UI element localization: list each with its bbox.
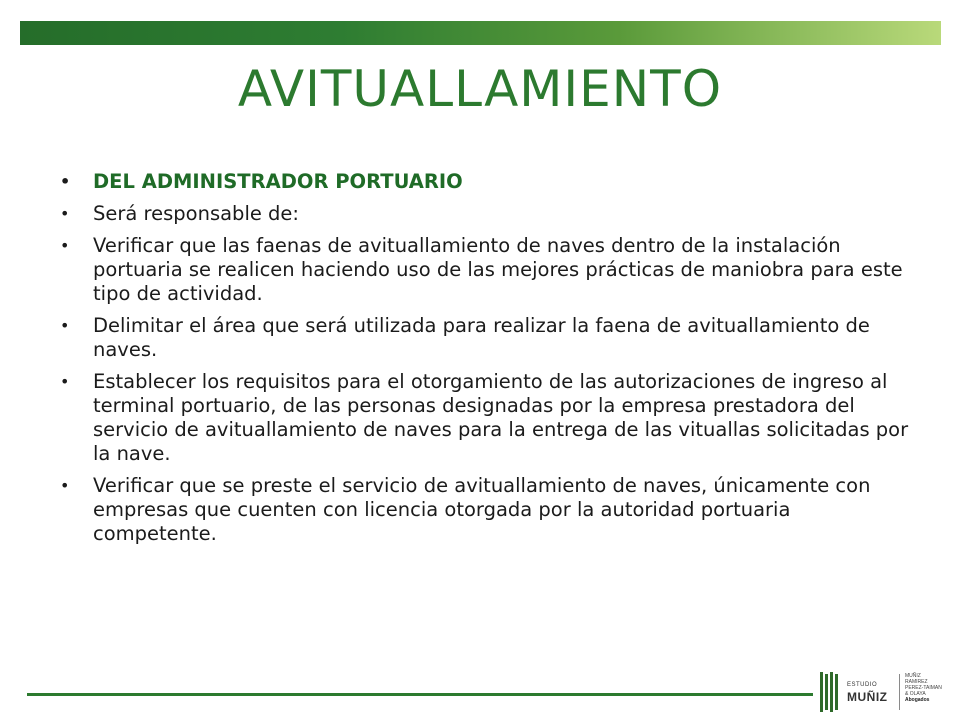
firm-logo xyxy=(820,668,950,716)
bullet-dot-icon: • xyxy=(60,204,70,223)
top-gradient-bar xyxy=(20,21,941,45)
logo-firm-line: PEREZ-TAIMAN xyxy=(905,685,942,691)
bullet-item xyxy=(60,370,920,466)
logo-separator xyxy=(899,674,900,710)
bullet-dot-icon: • xyxy=(60,316,70,335)
bullet-dot-icon: • xyxy=(60,476,70,495)
bullet-text: Verificar que se preste el servicio de avituallamiento de naves, únicamente con empresas que cuenten con licencia otorgada por la autoridad portuaria competente. xyxy=(93,474,871,545)
bottom-divider-line xyxy=(27,693,813,696)
logo-firm-line: MUÑIZ xyxy=(905,673,921,679)
bullet-text: Será responsable de: xyxy=(93,202,299,225)
bullet-item xyxy=(60,202,920,226)
bullet-dot-icon: • xyxy=(60,372,70,391)
bullet-dot-icon: • xyxy=(60,172,71,191)
bullet-text: Verificar que las faenas de avituallamiento de naves dentro de la instalación portuaria se realicen haciendo uso de las mejores prácticas de maniobra para este tipo de actividad. xyxy=(93,234,903,305)
logo-firm-names xyxy=(905,673,942,703)
logo-mark-icon xyxy=(820,672,838,712)
bullet-item xyxy=(60,314,920,362)
bullet-text: Establecer los requisitos para el otorgamiento de las autorizaciones de ingreso al terminal portuario, de las personas designadas por la empresa prestadora del servicio de avituallamiento de naves para la entrega de las vituallas solicitadas por la nave. xyxy=(93,370,909,465)
logo-firm-line: RAMIREZ xyxy=(905,679,928,685)
logo-muniz-text: MUÑIZ xyxy=(847,690,888,704)
bullet-text: DEL ADMINISTRADOR PORTUARIO xyxy=(93,170,463,193)
bullet-list xyxy=(60,170,920,554)
bullet-item xyxy=(60,474,920,546)
logo-firm-line: Abogados xyxy=(905,697,930,703)
logo-firm-line: & OLAYA xyxy=(905,691,926,697)
slide-title: AVITUALLAMIENTO xyxy=(237,60,723,118)
bullet-dot-icon: • xyxy=(60,236,70,255)
logo-estudio-text: ESTUDIO xyxy=(847,682,878,688)
bullet-text: Delimitar el área que será utilizada para realizar la faena de avituallamiento de naves. xyxy=(93,314,870,361)
bullet-item-heading xyxy=(60,170,920,194)
bullet-item xyxy=(60,234,920,306)
